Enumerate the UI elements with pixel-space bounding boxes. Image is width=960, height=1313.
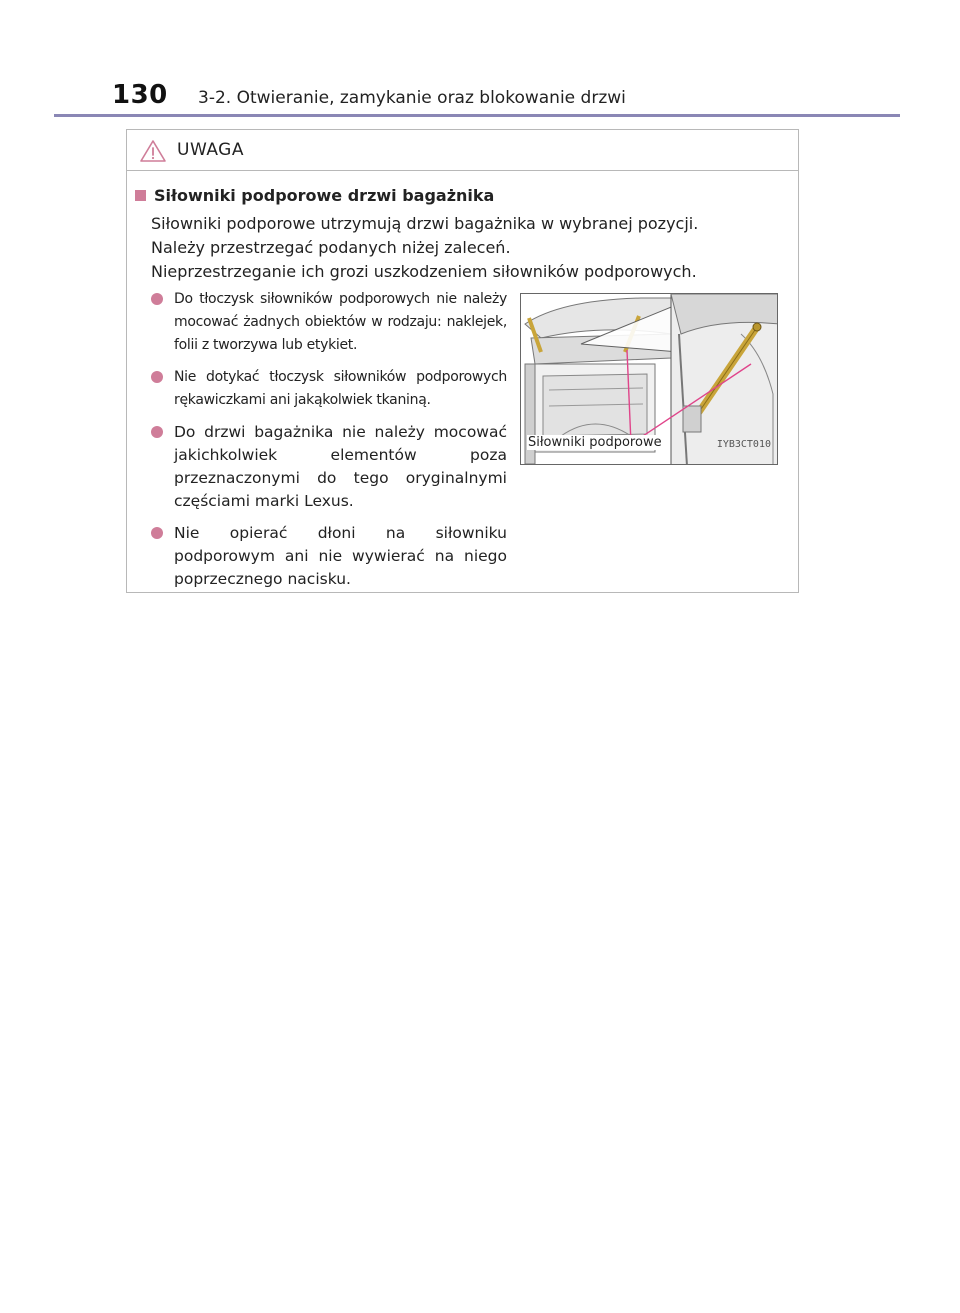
bullet-dot-icon — [151, 371, 163, 383]
bullet-dot-icon — [151, 426, 163, 438]
bullet-item — [145, 522, 507, 591]
bullet-text: Do drzwi bagażnika nie należy mocować jakichkolwiek elementów poza przeznaczonymi do tego oryginalnymi częściami marki Lexus. — [174, 423, 507, 510]
warning-title: UWAGA — [177, 140, 244, 160]
intro-line: Nieprzestrzeganie ich grozi uszkodzeniem siłowników podporowych. — [151, 262, 697, 281]
figure-label: Siłowniki podporowe — [528, 435, 662, 450]
warning-box — [126, 129, 799, 593]
bullet-dot-icon — [151, 527, 163, 539]
bullet-text: Nie dotykać tłoczysk siłowników podporowych rękawiczkami ani jakąkolwiek tkaniną. — [174, 369, 507, 408]
figure-code: IYB3CT010 — [716, 439, 771, 450]
header-rule — [54, 114, 900, 117]
bullet-text: Nie opierać dłoni na siłowniku podporowym ani nie wywierać na niego poprzecznego nacisku. — [174, 524, 507, 588]
warning-subtitle: Siłowniki podporowe drzwi bagażnika — [154, 186, 495, 205]
section-title: 3-2. Otwieranie, zamykanie oraz blokowanie drzwi — [198, 88, 626, 108]
square-bullet-icon — [135, 190, 146, 201]
warning-header — [127, 130, 798, 171]
bullet-dot-icon — [151, 293, 163, 305]
page-number: 130 — [112, 80, 168, 110]
bullet-item — [145, 421, 507, 513]
page-header — [112, 80, 912, 110]
trunk-strut-illustration — [520, 293, 778, 465]
bullet-text: Do tłoczysk siłowników podporowych nie należy mocować żadnych obiektów w rodzaju: naklejek, folii z tworzywa lub etykiet. — [174, 291, 507, 353]
warning-triangle-icon — [139, 139, 167, 163]
bullet-item — [145, 366, 507, 412]
intro-line: Należy przestrzegać podanych niżej zaleceń. — [151, 238, 511, 257]
intro-line: Siłowniki podporowe utrzymują drzwi bagażnika w wybranej pozycji. — [151, 214, 699, 233]
warning-intro — [151, 212, 781, 284]
bullet-item — [145, 288, 507, 357]
warning-bullet-list — [145, 288, 507, 600]
